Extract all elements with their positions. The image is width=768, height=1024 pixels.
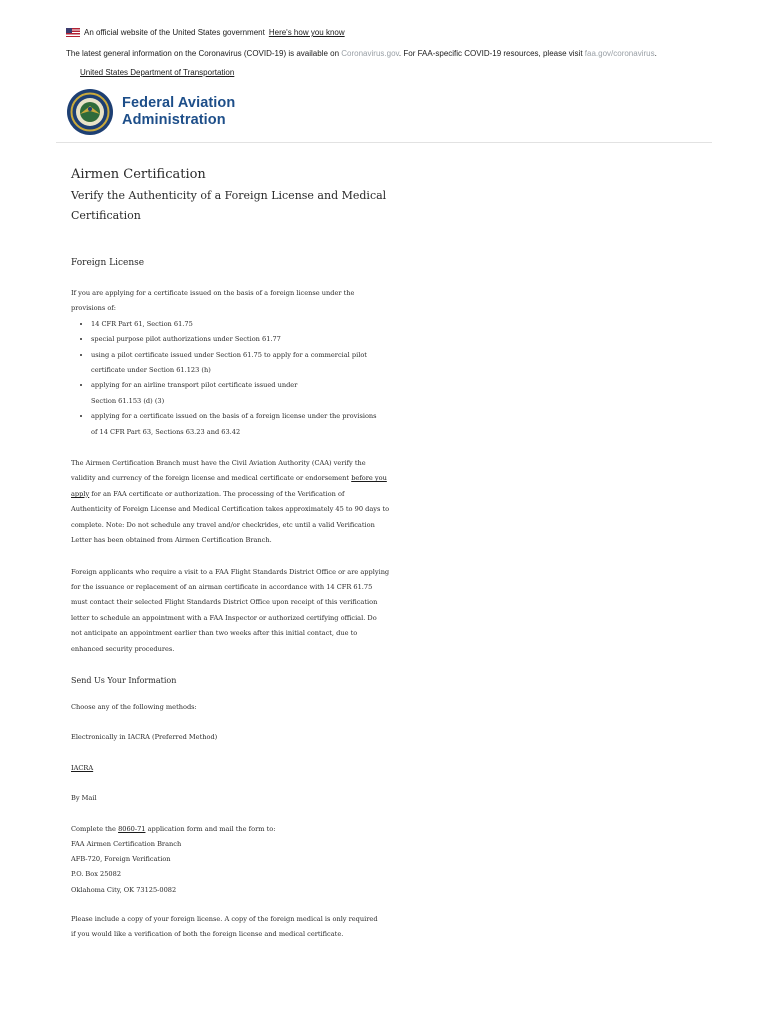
header-divider: [56, 142, 712, 143]
paragraph-line: validity and currency of the foreign license and medical certificate or endorsement: [71, 474, 350, 483]
section-foreign-license: Foreign License: [71, 258, 145, 268]
list-item: [91, 332, 411, 347]
electronic-method-text: Electronically in IACRA (Preferred Method): [71, 733, 218, 742]
section-send-info: Send Us Your Information: [71, 675, 177, 685]
list-item-text: applying for an airline transport pilot certificate issued under: [91, 381, 298, 390]
paragraph-line: letter to schedule an appointment with a FAA Inspector or authorized certifying official. Do: [71, 613, 377, 622]
paragraph-line: Letter has been obtained from Airmen Certification Branch.: [71, 536, 272, 545]
choose-methods-text: Choose any of the following methods:: [71, 702, 197, 711]
coronavirus-gov-link[interactable]: Coronavirus.gov: [341, 49, 399, 58]
complete-form-text: [71, 822, 411, 837]
covid-text-suffix: .: [654, 49, 657, 58]
list-item-text: special purpose pilot authorizations under Section 61.77: [91, 335, 281, 344]
paragraph-line: enhanced security procedures.: [71, 644, 175, 653]
fsdo-paragraph: [71, 565, 411, 657]
address-line: AFB-720, Foreign Verification: [71, 855, 171, 864]
gov-banner: [66, 28, 345, 37]
dot-link[interactable]: United States Department of Transportation: [80, 68, 235, 77]
agency-name-line2: Administration: [122, 112, 226, 128]
faa-logo[interactable]: [66, 88, 235, 136]
list-item-text: 14 CFR Part 61, Section 61.75: [91, 319, 193, 328]
paragraph-line: Authenticity of Foreign License and Medical Certification takes approximately 45 to 90 days to: [71, 505, 390, 514]
before-you-apply-link-cont[interactable]: apply: [71, 489, 90, 498]
paragraph-line: The Airmen Certification Branch must have the Civil Aviation Authority (CAA) verify the: [71, 459, 366, 468]
caa-verification-paragraph: [71, 456, 411, 548]
intro-line1: If you are applying for a certificate issued on the basis of a foreign license under the: [71, 289, 355, 297]
address-line: P.O. Box 25082: [71, 870, 122, 879]
complete-form-suffix: application form and mail the form to:: [147, 824, 276, 833]
paragraph-line: complete. Note: Do not schedule any travel and/or checkrides, etc until a valid Verification: [71, 520, 375, 529]
list-item: [91, 348, 411, 379]
page-subtitle: [71, 186, 411, 226]
paragraph-line: Foreign applicants who require a visit to a FAA Flight Standards District Office or are applying: [71, 567, 390, 576]
provisions-list: [71, 317, 411, 440]
intro-paragraph: [71, 286, 411, 317]
by-mail-text: By Mail: [71, 794, 97, 803]
faa-seal-icon: [66, 88, 114, 136]
form-8060-71-link[interactable]: 8060-71: [118, 824, 146, 833]
paragraph-line: not anticipate an appointment earlier than two weeks after this initial contact, due to: [71, 629, 358, 638]
list-item-text: applying for a certificate issued on the basis of a foreign license under the provisions: [91, 412, 377, 421]
list-item-text: using a pilot certificate issued under Section 61.75 to apply for a commercial pilot: [91, 350, 367, 359]
complete-form-prefix: Complete the: [71, 824, 116, 833]
covid-text-middle: . For FAA-specific COVID-19 resources, please visit: [398, 49, 583, 58]
agency-name-line1: Federal Aviation: [122, 95, 236, 111]
paragraph-line: must contact their selected Flight Standards District Office upon receipt of this verification: [71, 598, 378, 607]
list-item-text: Section 61.153 (d) (3): [91, 396, 165, 405]
agency-name: [122, 95, 235, 129]
include-copy-paragraph: [71, 912, 411, 943]
intro-line2: provisions of:: [71, 304, 116, 313]
paragraph-line: Please include a copy of your foreign license. A copy of the foreign medical is only required: [71, 914, 378, 923]
iacra-link[interactable]: IACRA: [71, 763, 94, 772]
faa-coronavirus-link[interactable]: faa.gov/coronavirus: [584, 49, 655, 58]
paragraph-line: for the issuance or replacement of an airman certificate in accordance with 14 CFR 61.75: [71, 582, 373, 591]
list-item: [91, 317, 411, 332]
main-content: [71, 166, 411, 943]
page-subtitle-line2: Certification: [71, 209, 141, 222]
paragraph-line: if you would like a verification of both the foreign license and medical certificate.: [71, 930, 344, 939]
list-item: [91, 378, 411, 409]
covid-text: The latest general information on the Coronavirus (COVID-19) is available on: [66, 49, 340, 58]
heres-how-you-know-link[interactable]: Here's how you know: [268, 28, 345, 37]
list-item-text: certificate under Section 61.123 (h): [91, 366, 211, 375]
mailing-address: [71, 837, 411, 898]
address-line: Oklahoma City, OK 73125-0082: [71, 885, 177, 894]
covid-notice: [66, 49, 657, 58]
list-item: [91, 409, 411, 440]
before-you-apply-link[interactable]: before you: [351, 474, 387, 483]
gov-banner-text: An official website of the United States government: [84, 28, 265, 37]
page-title: Airmen Certification: [71, 167, 206, 182]
paragraph-line: for an FAA certificate or authorization. The processing of the Verification of: [91, 489, 345, 498]
page-subtitle-line1: Verify the Authenticity of a Foreign License and Medical: [71, 189, 387, 202]
us-flag-icon: [66, 28, 80, 37]
address-line: FAA Airmen Certification Branch: [71, 839, 182, 848]
list-item-text: of 14 CFR Part 63, Sections 63.23 and 63.42: [91, 427, 241, 436]
